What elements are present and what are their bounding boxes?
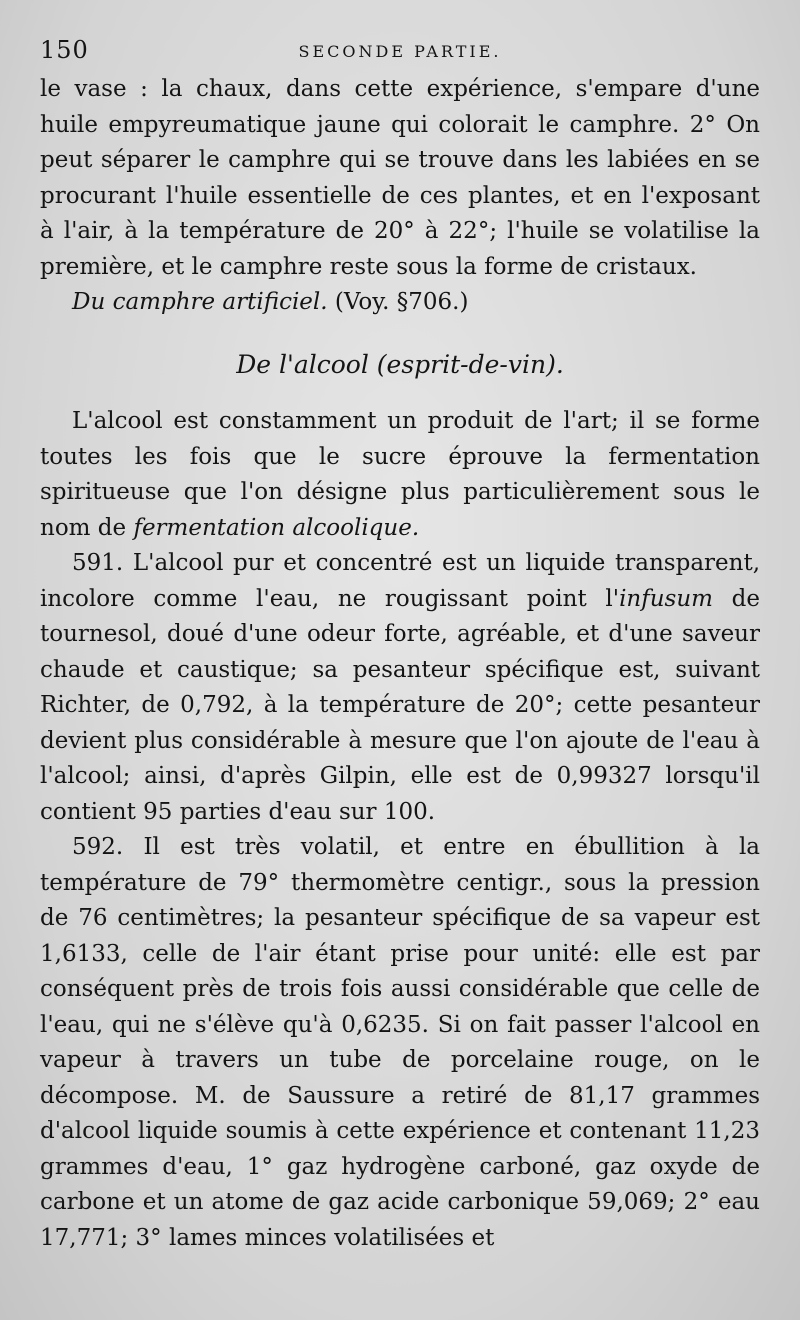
paragraph-592 [40,830,760,1256]
intro-term: fermentation alcoolique. [133,514,420,541]
paragraph-text: de tournesol, doué d'une odeur forte, agréable, et d'une saveur chaude et caustique; sa pesanteur spécifique est, suivant Richter, de 0,792, à la température de 20°; cette pesanteur devient plus considérable à mesure que l'on ajoute de l'eau à l'alcool; ainsi, d'après Gilpin, elle est de 0,99327 lorsqu'il contient 95 parties d'eau sur 100. [40,585,761,825]
intro-paragraph [40,404,760,546]
paragraph-text: L'alcool pur et concentré est un liquide transparent, incolore comme l'eau, ne rougissant point l' [40,550,760,612]
intro-text: L'alcool est constamment un produit de l'art; il se forme toutes les fois que le sucre éprouve la fermentation spiritueuse que l'on désigne plus particulièrement sous le nom de [40,408,760,541]
paragraph-number: 592. [72,834,124,860]
section-heading [40,347,760,383]
section-subtitle: (esprit-de-vin). [376,349,564,379]
paragraph-number: 591. [72,550,124,576]
reference-note: (Voy. §706.) [334,289,469,315]
continuation-paragraph: le vase : la chaux, dans cette expérience, s'empare d'une huile empyreumatique jaune qui colorait le camphre. 2° On peut séparer le camphre qui se trouve dans les labiées en se procurant l'huile essentielle de ces plantes, et en l'exposant à l'air, à la température de 20° à 22°; l'huile se volatilise la première, et le camphre reste sous la forme de cristaux. [40,76,760,280]
section-title: De l'alcool [236,349,369,379]
running-head: SECONDE PARTIE. [298,42,502,61]
body-text [40,72,760,1256]
cross-reference [40,285,760,321]
reference-label: Du camphre artificiel. [72,289,328,315]
page-header [40,36,760,66]
page-number: 150 [40,36,89,64]
paragraph-text: Il est très volatil, et entre en ébullition à la température de 79° thermomètre centigr., sous la pression de 76 centimètres; la pesanteur spécifique de sa vapeur est 1,6133, celle de l'air étant prise pour unité: elle est par conséquent près de trois fois aussi considérable que celle de l'eau, qui ne s'élève qu'à 0,6235. Si on fait passer l'alcool en vapeur à travers un tube de porcelaine rouge, on le décompose. M. de Saussure a retiré de 81,17 grammes d'alcool liquide soumis à cette expérience et contenant 11,23 grammes d'eau, 1° gaz hydrogène carboné, gaz oxyde de carbone et un atome de gaz acide carbonique 59,069; 2° eau 17,771; 3° lames minces volatilisées et [40,834,761,1251]
paragraph-term: infusum [619,585,713,612]
paragraph-591 [40,546,760,830]
